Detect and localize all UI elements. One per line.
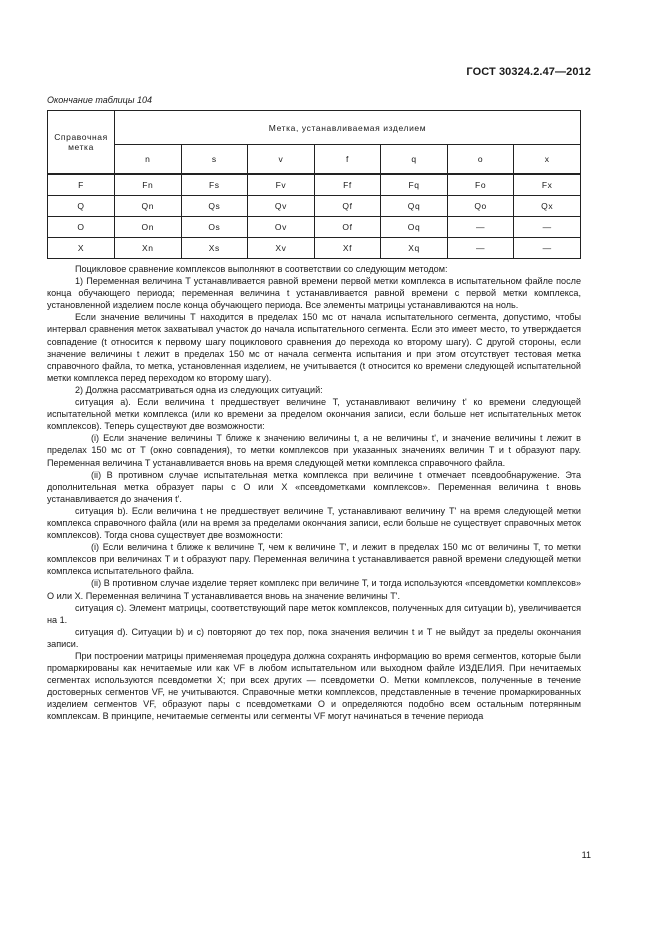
device-label-group-header: Метка, устанавливаемая изделием [115,111,581,145]
paragraph: ситуация d). Ситуации b) и c) повторяют до тех пор, пока значения величин t и T не выйдут за пределы окончания записи. [47,626,581,649]
column-header: v [248,145,315,175]
table-row [48,196,581,217]
table-cell: Fo [447,174,514,196]
table-cell: Qv [248,196,315,217]
table-cell: — [514,217,581,238]
table-cell: — [447,238,514,259]
paragraph: 2) Должна рассматриваться одна из следующих ситуаций: [75,384,323,395]
table-cell: Xv [248,238,315,259]
paragraph: Если значение величины T находится в пределах 150 мс от начала испытательного сегмента, допустимо, чтобы интервал сравнения меток захватывал участок до начала испытательного сегмента. Если это имеет место, то утверждается совпадение (t относится к первому шагу поциклового сравнения до перехода ко второму шагу). С другой стороны, если значение величины t лежит в пределах 150 мс от начала сегмента испытания и при этом отсутствует тестовая метка справочного файла, то метка, установленная изделием, не учитывается (t относится ко времени следующей испытательной метки комплекса перед переходом ко второму шагу). [47,312,581,383]
table-cell: Fq [381,174,448,196]
table-cell: Oq [381,217,448,238]
paragraph: Поцикловое сравнение комплексов выполняют в соответствии со следующим методом: [75,264,448,274]
table-cell: On [115,217,182,238]
row-label-cell: Q [48,196,115,217]
paragraph: (ii) В противном случае изделие теряет комплекс при величине T, и тогда используются «псевдометки комплексов» O или X. Переменная величина T устанавливается вновь на значение величины T'. [47,578,581,601]
paragraph: 1) Переменная величина T устанавливается равной времени первой метки комплекса в испытательном файле после конца обучающего периода; переменная величина t устанавливается равной времени с первой метки комплекса, установленной изделием после конца обучающего периода. Все элементы матрицы устанавливаются на ноль. [47,276,581,311]
table-cell: Qo [447,196,514,217]
table-cell: — [514,238,581,259]
column-header: o [447,145,514,175]
paragraph: ситуация b). Если величина t не предшествует величине T, устанавливают величину T' на время следующей метки комплекса справочного файла (или на время за пределами окончания записи, если больше не существует справочных меток комплексов). Тогда снова существует две возможности: [47,505,581,541]
table-row [48,174,581,196]
table-cell: Qq [381,196,448,217]
table-cell: Fx [514,174,581,196]
row-label-cell: O [48,217,115,238]
table-row [48,238,581,259]
paragraph: ситуация с). Элемент матрицы, соответствующий паре меток комплексов, полученных для ситуации b), увеличивается на 1. [47,602,581,625]
column-header: n [115,145,182,175]
column-header: s [181,145,248,175]
row-label-cell: F [48,174,115,196]
table-cell: Qf [314,196,381,217]
table-cell: Fs [181,174,248,196]
paragraph: (i) Если значение величины T ближе к значению величины t, а не величины t', и значение величины t лежит в пределах 150 мс от T (окно совпадения), то метки комплексов при указанных значениях величин T и t образуют пару. Переменная величина T устанавливается вновь на время следующей метки комплекса справочного файла. [47,433,581,468]
table-cell: Os [181,217,248,238]
table-cell: Qn [115,196,182,217]
table-cell: Xs [181,238,248,259]
column-header: q [381,145,448,175]
table-cell: Qs [181,196,248,217]
reference-label-header: Справочная метка [48,111,115,175]
table-cell: Fn [115,174,182,196]
table-cell: Xf [314,238,381,259]
table-cell: Xn [115,238,182,259]
table-row [48,217,581,238]
label-matrix-table [47,110,581,259]
table-caption: Окончание таблицы 104 [47,95,152,105]
page-number: 11 [581,850,591,860]
table-cell: Xq [381,238,448,259]
column-header: f [314,145,381,175]
table-cell: Ov [248,217,315,238]
paragraph: (ii) В противном случае испытательная метка комплекса при величине t отмечает псевдообнаружение. Эта дополнительная метка образует пары с O или X «псевдометками комплексов». Переменная величина t вновь устанавливается до значения t'. [47,469,581,504]
table-cell: Ff [314,174,381,196]
document-header: ГОСТ 30324.2.47—2012 [466,66,591,78]
paragraph: (i) Если величина t ближе к величине T, чем к величине T', и лежит в пределах 150 мс от величины T, то метки комплексов при величинах T и t образуют пару. Переменная величина t устанавливается равной времени следующей метки комплекса испытательного файла. [47,542,581,577]
paragraph: ситуация а). Если величина t предшествует величине T, устанавливают величину t' ко времени следующей испытательной метки комплекса (или ко времени за пределом окончания записи, если больше нет испытательных меток комплексов). Теперь существуют две возможности: [47,397,581,432]
column-header: x [514,145,581,175]
table-cell: Fv [248,174,315,196]
table-cell: Qx [514,196,581,217]
body-text [47,263,581,723]
table-cell: Of [314,217,381,238]
row-label-cell: X [48,238,115,259]
table-cell: — [447,217,514,238]
paragraph: При построении матрицы применяемая процедура должна сохранять информацию во время сегментов, которые были промаркированы как нечитаемые или как VF в любом испытательном или выходном файле ИЗДЕЛИЯ. При нечитаемых сегментах используются псевдометки X; при всех других — псевдометки O. Метки комплексов, полученные в течение достоверных сегментов VF, не учитываются. Справочные метки комплексов, представленные в течение промаркированных изделием сегментов VF, образуют пары с псевдометками O и определяются подобно всем остальным потерянным комплексам. В принципе, нечитаемые сегменты или сегменты VF могут начинаться в течение периода [47,651,581,722]
